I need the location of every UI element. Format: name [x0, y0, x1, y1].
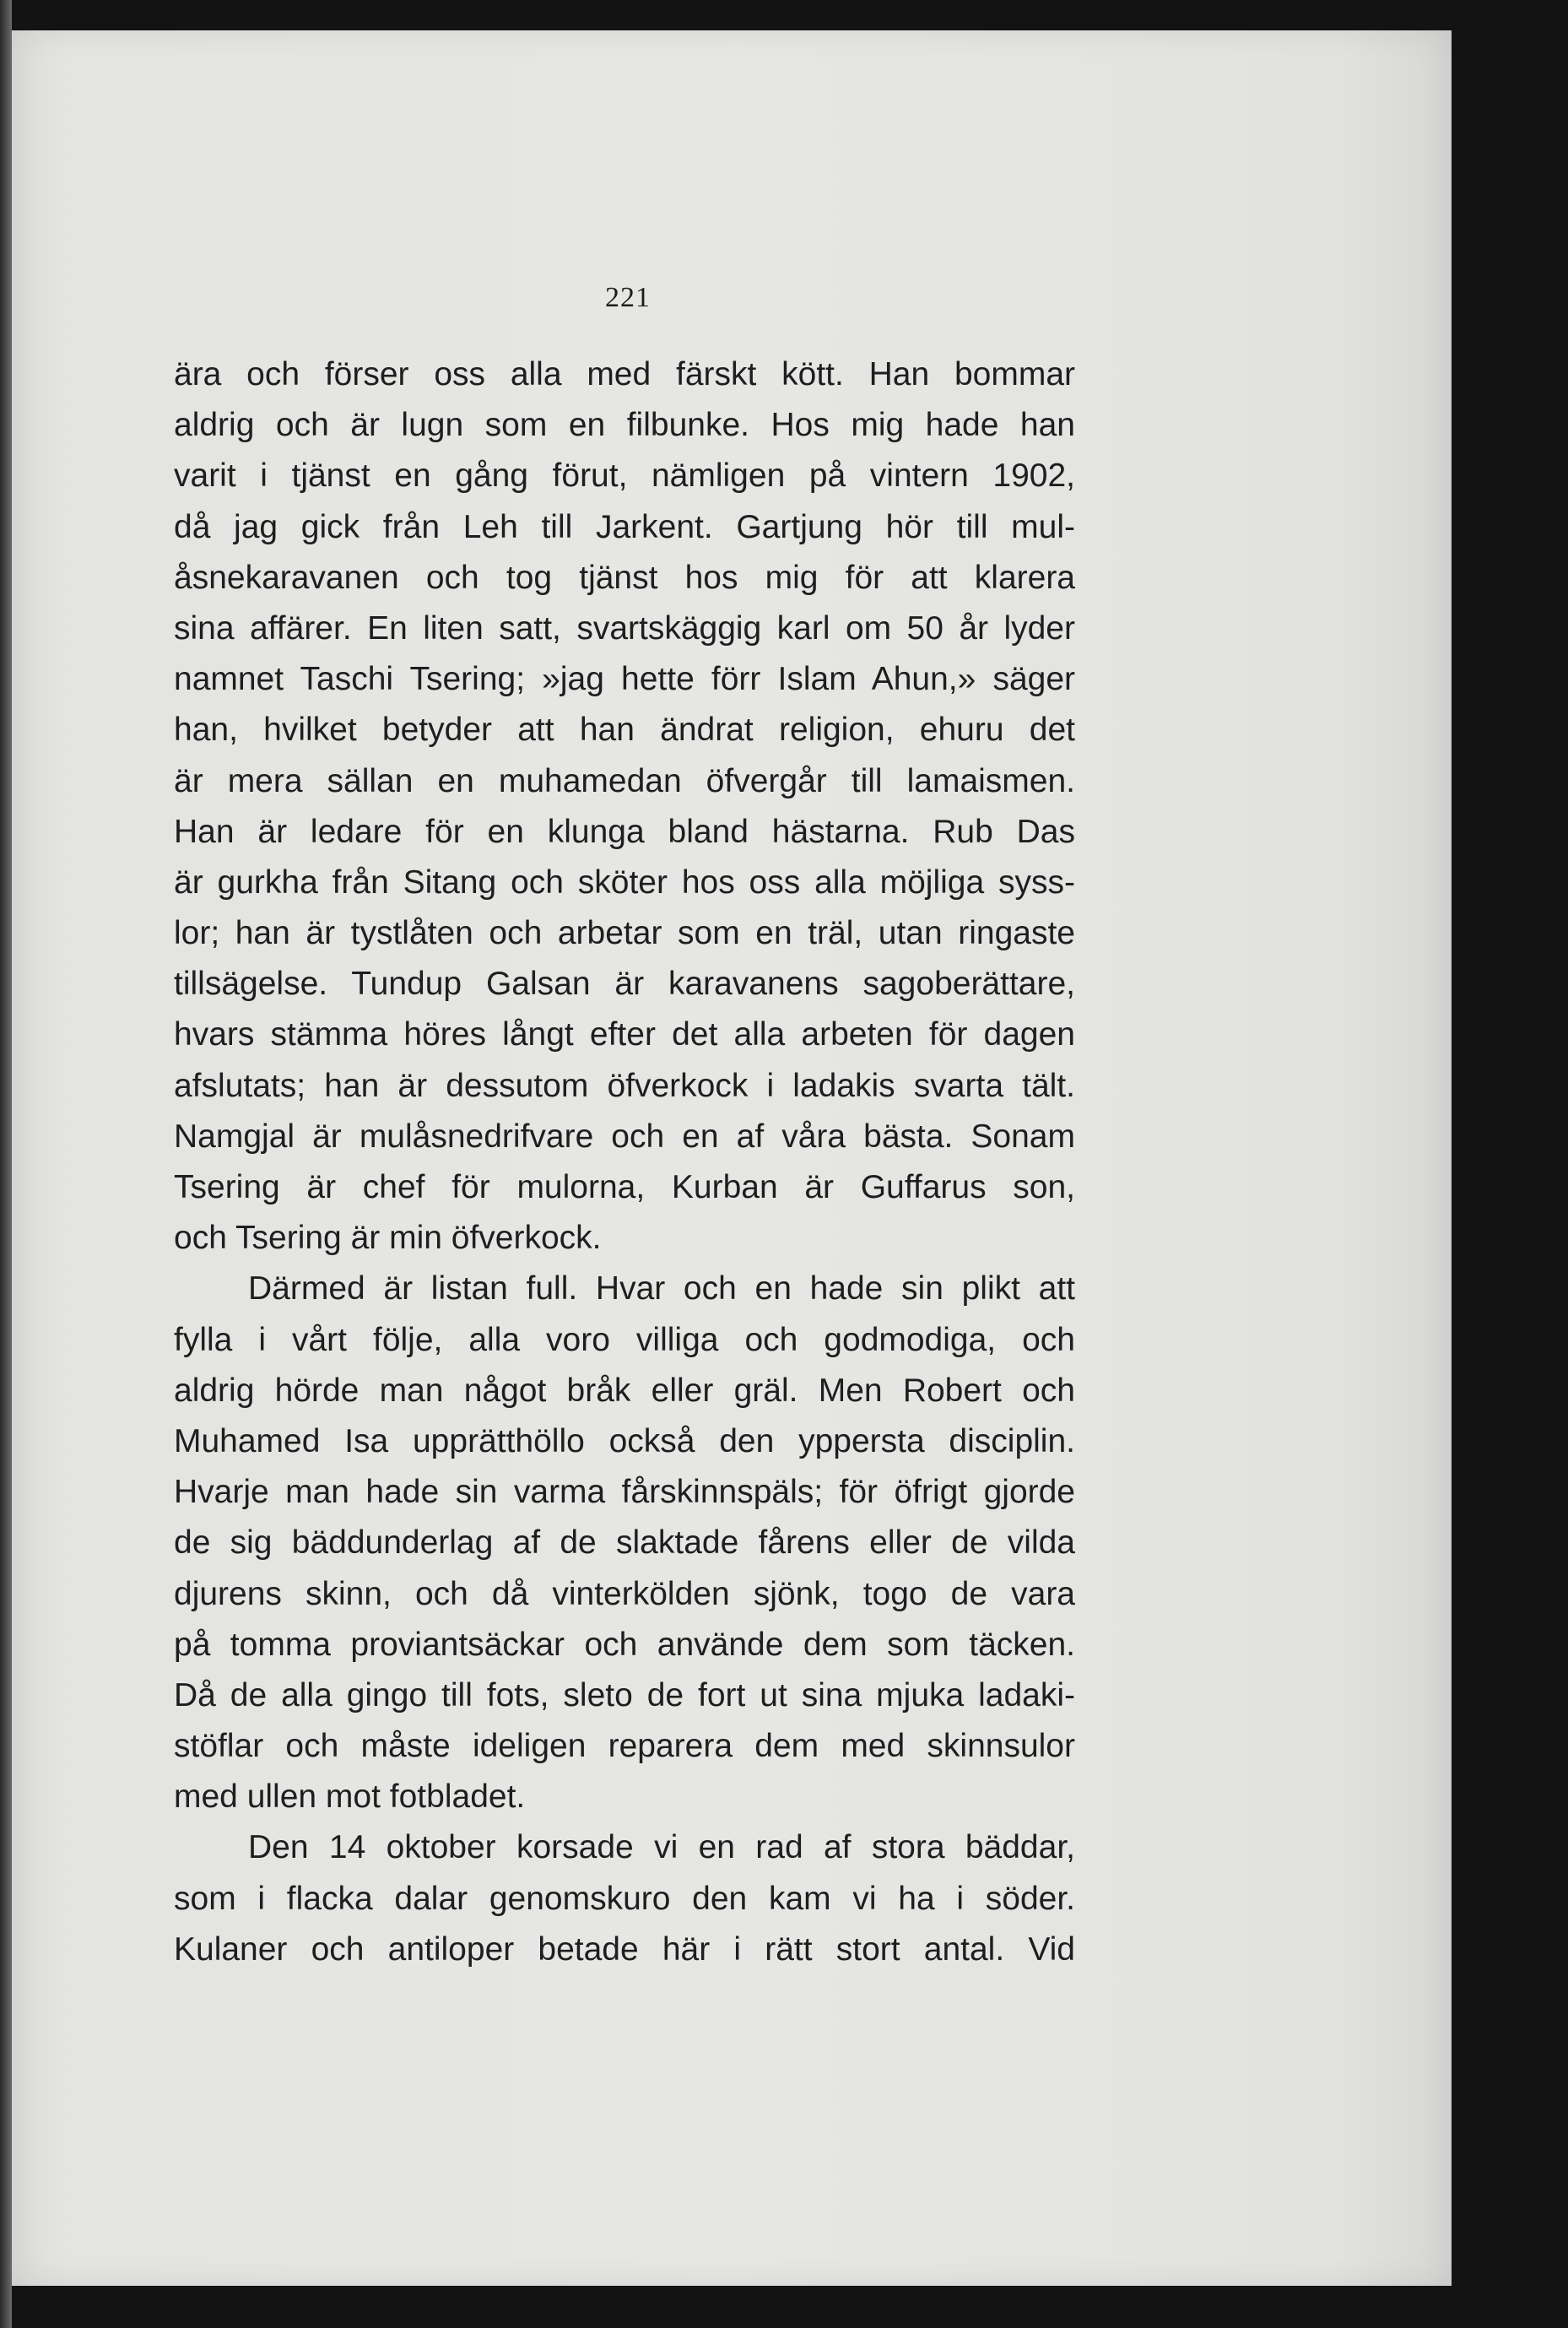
text-line: Han är ledare för en klunga bland hästarna. Rub Das [174, 813, 1075, 850]
text-line: Kulaner och antiloper betade här i rätt stort antal. Vid [174, 1930, 1075, 1968]
text-line: aldrig hörde man något bråk eller gräl. Men Robert och [174, 1372, 1075, 1409]
text-line: och Tsering är min öfverkock. [174, 1220, 602, 1257]
text-line: är mera sällan en muhamedan öfvergår till lamaismen. [174, 762, 1075, 799]
book-page [12, 30, 1452, 2286]
text-line: aldrig och är lugn som en filbunke. Hos mig hade han [174, 407, 1075, 444]
text-line: Tsering är chef för mulorna, Kurban är Guffarus son, [174, 1169, 1075, 1205]
text-line: varit i tjänst en gång förut, nämligen på vintern 1902, [174, 457, 1075, 495]
text-line: djurens skinn, och då vinterkölden sjönk, togo de vara [174, 1575, 1075, 1612]
text-line: med ullen mot fotbladet. [174, 1778, 526, 1816]
book-edge-shadow [0, 0, 12, 2328]
text-line: namnet Taschi Tsering; »jag hette förr Islam Ahun,» säger [174, 661, 1075, 698]
text-line: hvars stämma höres långt efter det alla arbeten för dagen [174, 1016, 1075, 1053]
text-line: Då de alla gingo till fots, sleto de fort ut sina mjuka ladaki- [174, 1676, 1075, 1714]
text-line: åsnekaravanen och tog tjänst hos mig för att klarera [174, 559, 1075, 596]
text-line: sina affärer. En liten satt, svartskäggig karl om 50 år lyder [174, 609, 1075, 647]
text-line: Muhamed Isa upprätthöllo också den yppersta disciplin. [174, 1422, 1075, 1459]
text-line: Hvarje man hade sin varma fårskinnspäls; för öfrigt gjorde [174, 1474, 1075, 1511]
text-line: ära och förser oss alla med färskt kött. Han bommar [174, 356, 1075, 393]
text-line: Den 14 oktober korsade vi en rad af stora bäddar, [248, 1829, 1075, 1866]
text-line: lor; han är tystlåten och arbetar som en träl, utan ringaste [174, 915, 1075, 952]
text-line: då jag gick från Leh till Jarkent. Gartjung hör till mul- [174, 508, 1075, 545]
text-line: fylla i vårt följe, alla voro villiga och godmodiga, och [174, 1321, 1075, 1358]
text-line: är gurkha från Sitang och sköter hos oss alla möjliga syss- [174, 864, 1075, 901]
text-line: tillsägelse. Tundup Galsan är karavanens sagoberättare, [174, 966, 1075, 1003]
text-line: Namgjal är mulåsnedrifvare och en af våra bästa. Sonam [174, 1118, 1075, 1155]
body-text [174, 349, 1075, 1975]
text-line: stöflar och måste ideligen reparera dem med skinnsulor [174, 1728, 1075, 1765]
text-line: afslutats; han är dessutom öfverkock i ladakis svarta tält. [174, 1067, 1075, 1104]
text-line: som i flacka dalar genomskuro den kam vi ha i söder. [174, 1880, 1075, 1917]
text-line: han, hvilket betyder att han ändrat religion, ehuru det [174, 712, 1075, 749]
text-line: de sig bäddunderlag af de slaktade fårens eller de vilda [174, 1524, 1075, 1562]
text-line: Därmed är listan full. Hvar och en hade sin plikt att [248, 1270, 1075, 1307]
text-line: på tomma proviantsäckar och använde dem som täcken. [174, 1626, 1075, 1663]
page-number: 221 [605, 282, 651, 313]
